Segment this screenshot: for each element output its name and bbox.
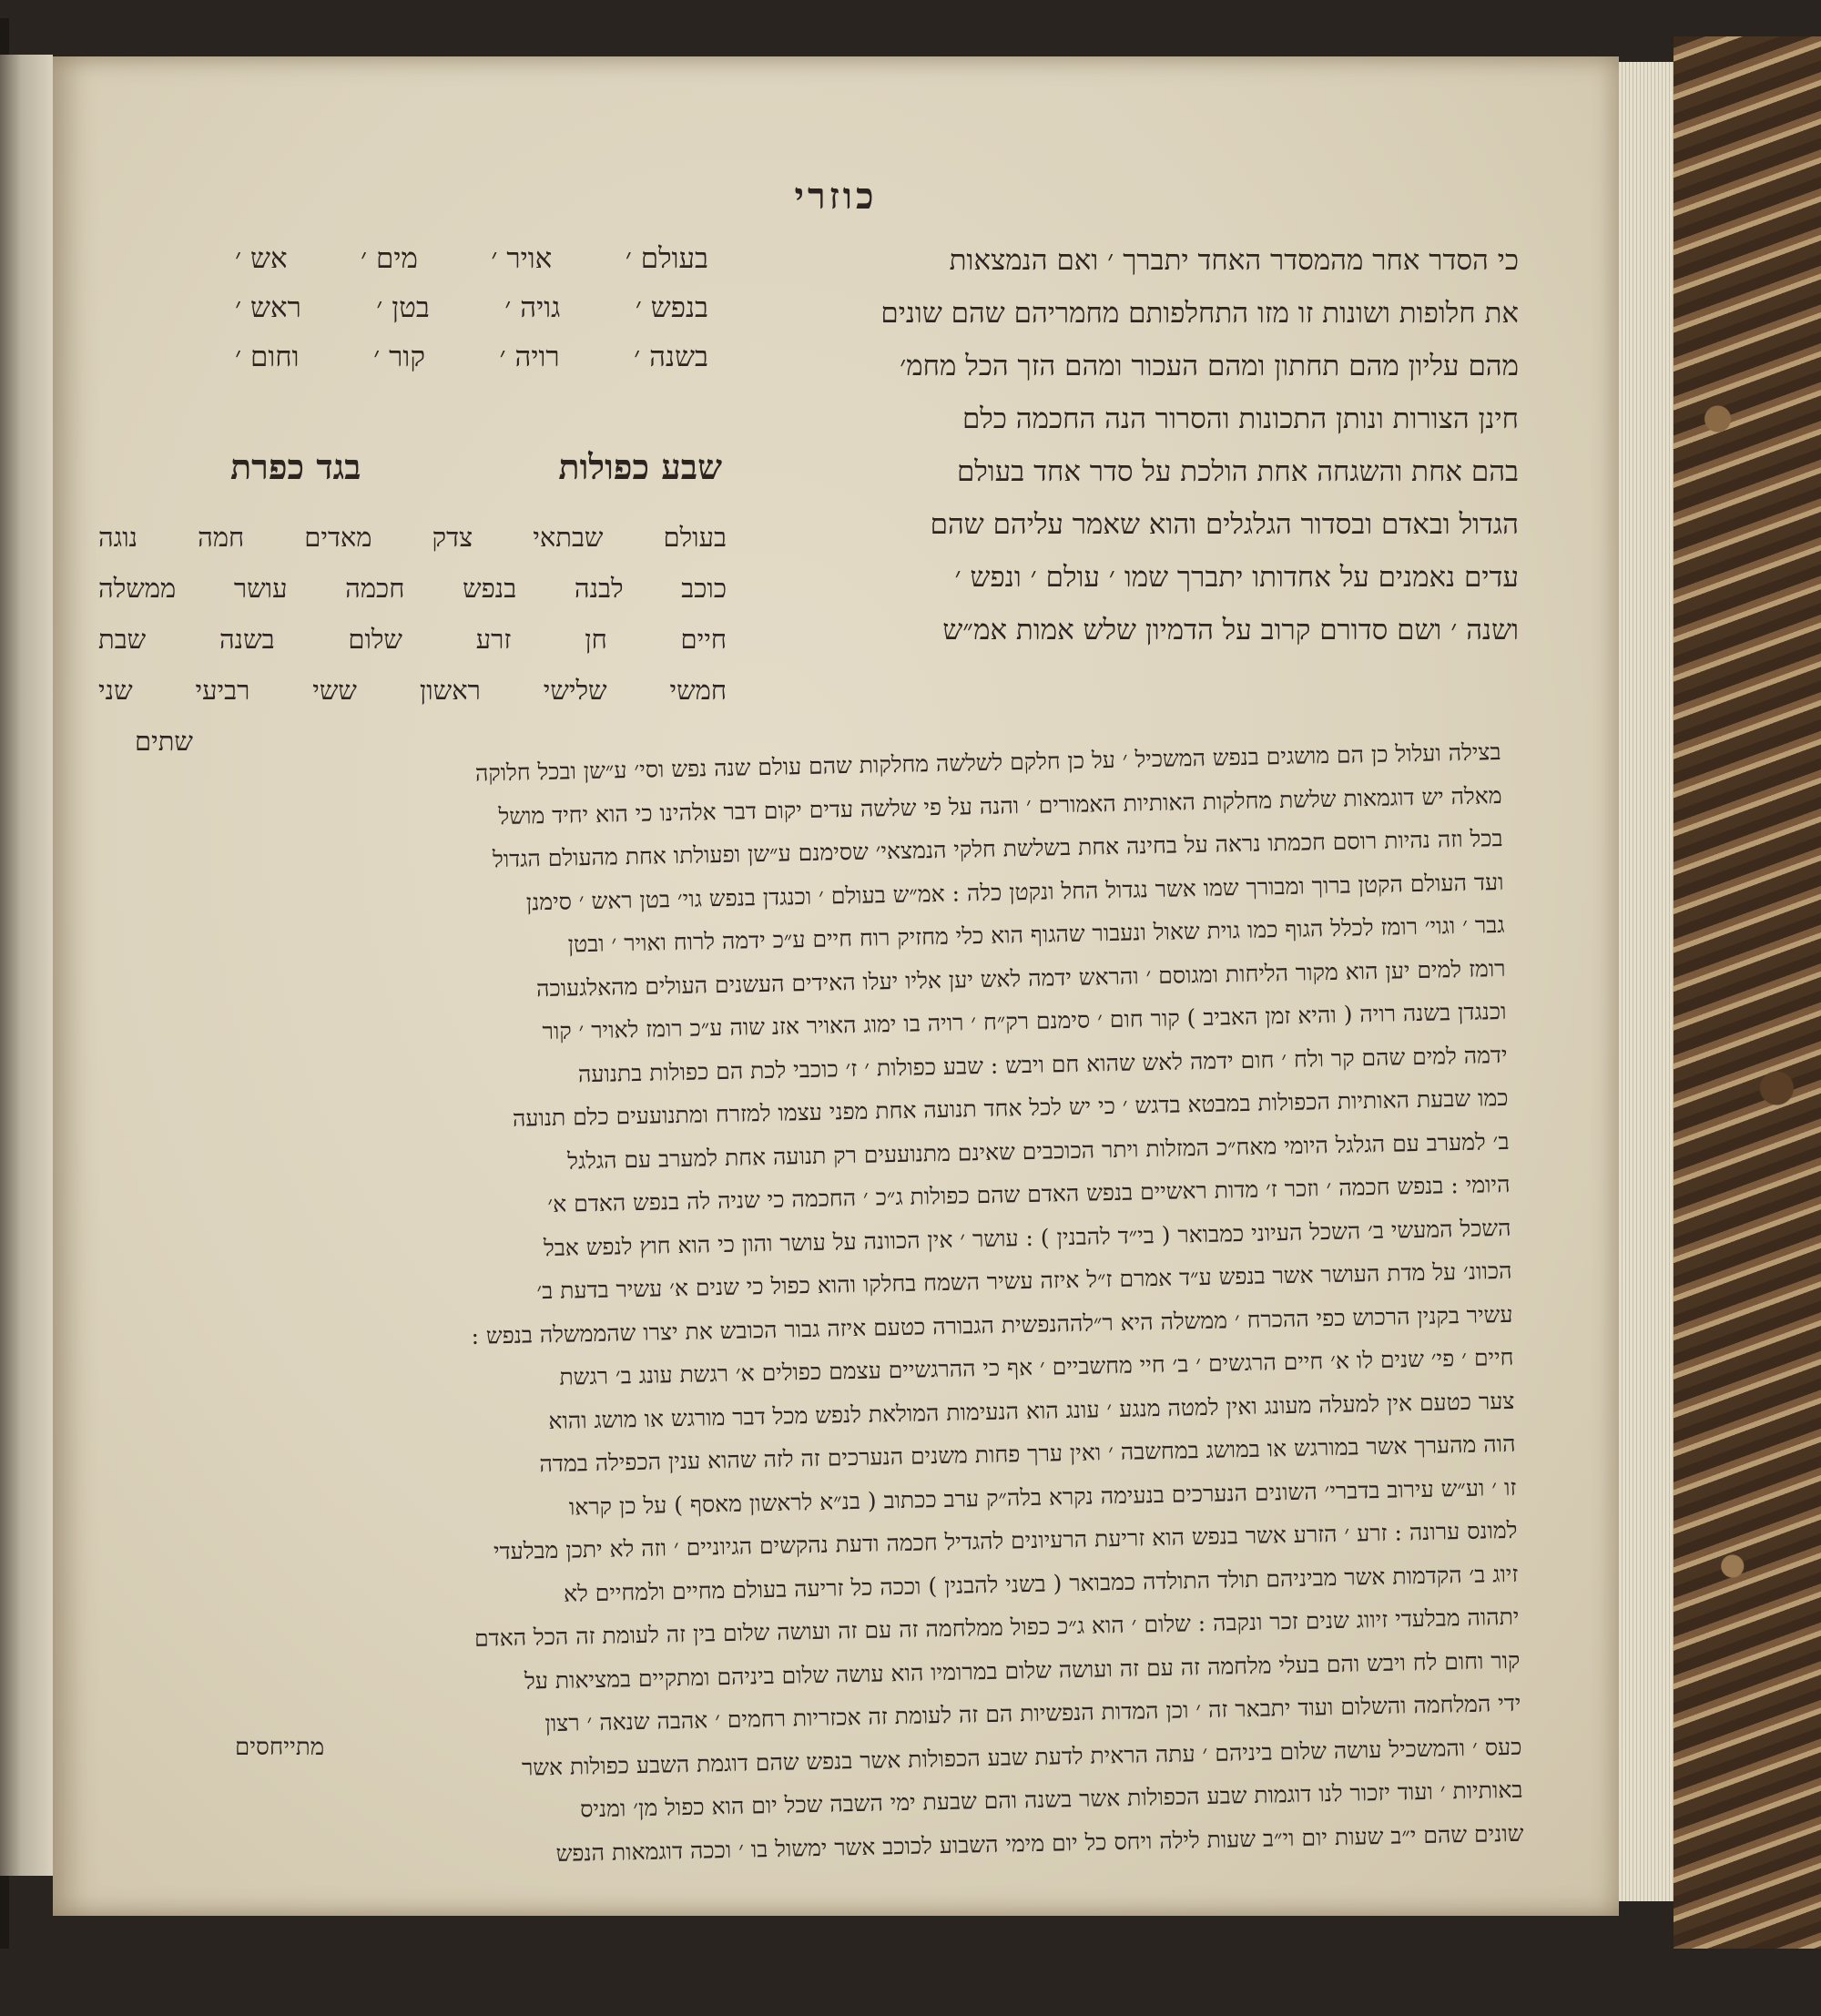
commentary-line: בכל וזה נהיות רוסם חכמתו נראה על בחינה אחת בשלשת חלקי הנמצאי׳ שסימנם ע״שן ופעולתו אחת מהעולם הגדול bbox=[492, 824, 1503, 873]
commentary-line: זו ׳ וע״ש עירוב בדברי׳ השונים הנערכים בנעימה נקרא בלה״ק ערב ככתוב ( בנ״א לראשון מאסף ) על כן קראו bbox=[568, 1473, 1517, 1521]
running-head: כוזרי bbox=[794, 175, 878, 218]
planets-cell: עושר bbox=[233, 573, 288, 604]
commentary-line: ידמה למים שהם קר ולח ׳ חום ידמה לאש שהוא חם ויבש : שבע כפולות ׳ ז׳ כוכבי לכת הם כפולות בתנועה bbox=[577, 1041, 1508, 1087]
commentary-block bbox=[198, 730, 1524, 1882]
planets-cell: רביעי bbox=[195, 675, 250, 706]
planets-cell: שבת bbox=[98, 624, 147, 655]
commentary-line: וכנגדן בשנה רויה ( והיא זמן האביב ) קור חום ׳ סימנם רק״ח ׳ רויה בו ימוג האויר אזנ שוה ע״כ רומז לאויר ׳ קור bbox=[542, 997, 1507, 1045]
elements-row bbox=[235, 234, 708, 283]
main-text-line: מהם עליון מהם תחתון ומהם העכור ומהם הזך הכל מחמ׳ bbox=[900, 350, 1519, 382]
commentary-line: השכל המעשי ב׳ השכל העיוני כמבואר ( בי״ד להבנין ) : עושר ׳ אין הכוונה על עושר והון כי הוא חוץ לנפש אבל bbox=[543, 1214, 1511, 1261]
commentary-line: חיים ׳ פי׳ שנים לו א׳ חיים הרגשים ׳ ב׳ חיי מחשביים ׳ אף כי ההרגשיים עצמם כפולים א׳ רגשת עונג ב׳ רגשת bbox=[559, 1343, 1514, 1390]
planets-cell: ששי bbox=[312, 675, 357, 706]
planets-cell: שלום bbox=[348, 624, 402, 655]
planets-cell: בעולם bbox=[663, 522, 727, 553]
main-text-line: כי הסדר אחר מהמסדר האחד יתברך ׳ ואם הנמצאות bbox=[949, 244, 1519, 277]
commentary-line: הכוונ׳ על מדת העושר אשר בנפש ע״ד אמרם ז״ל איזה עשיר השמח בחלקו והוא כפול כי שנים א׳ עשיר בדעת ב׳ bbox=[536, 1257, 1512, 1305]
commentary-line: צער כטעם אין למעלה מעונג ואין למטה מנגע ׳ עונג הוא הנעימות המולאת לנפש מכל דבר מורגש או מושג והוא bbox=[548, 1387, 1515, 1434]
elements-cell: בנפש ׳ bbox=[635, 291, 708, 324]
commentary-line: עשיר בקנין הרכוש כפי ההכרח ׳ ממשלה היא ר״לההנפשית הגבורה כטעם איזה גבור הכובש את יצרו שהממשלה בנפש : bbox=[471, 1300, 1513, 1349]
elements-cell: מים ׳ bbox=[361, 242, 418, 275]
elements-cell: אש ׳ bbox=[235, 242, 288, 275]
commentary-line: ידי המלחמה והשלום ועוד יתבאר זה ׳ וכן המדות הנפשיות הם זה לעומת זה אכזריות רחמים ׳ אהבה שנאה ׳ רצון bbox=[544, 1689, 1521, 1737]
book-page bbox=[53, 56, 1619, 1916]
elements-table bbox=[235, 234, 708, 382]
planets-cell: צדק bbox=[432, 522, 473, 553]
elements-cell: אויר ׳ bbox=[491, 242, 553, 275]
planets-cell: בנפש bbox=[463, 573, 517, 604]
commentary-line: רומז למים יען הוא מקור הליחות ומגוסם ׳ והראש ידמה לאש יען אליו יעלו האידים העשנים העולים מהאלגעוכה bbox=[535, 954, 1506, 1002]
planets-row bbox=[98, 512, 727, 563]
planets-cell: כוכב bbox=[681, 573, 727, 604]
commentary-line: שונים שהם י״ב שעות יום וי״ב שעות לילה ויחס כל יום מימי השבוע לכוכב אשר ימשול בו ׳ וככה דוגמאות הנפש bbox=[555, 1819, 1524, 1867]
planets-row bbox=[98, 665, 727, 716]
elements-row bbox=[235, 283, 708, 332]
commentary-line: היומי : בנפש חכמה ׳ וזכר ז׳ מדות ראשיים בנפש האדם שהם כפולות ג״כ ׳ החכמה כי שניה לה בנפש האדם א׳ bbox=[547, 1170, 1511, 1218]
elements-cell: קור ׳ bbox=[373, 341, 425, 373]
planets-row bbox=[98, 563, 727, 614]
planets-cell: חכמה bbox=[345, 573, 405, 604]
elements-cell: גויה ׳ bbox=[504, 291, 561, 324]
marbled-cover-board bbox=[1673, 36, 1821, 1949]
planets-cell: שני bbox=[98, 675, 133, 706]
elements-cell: בשנה ׳ bbox=[634, 341, 708, 373]
elements-cell: רויה ׳ bbox=[499, 341, 560, 373]
elements-cell: בטן ׳ bbox=[376, 291, 430, 324]
elements-cell: וחום ׳ bbox=[235, 341, 300, 373]
commentary-line: ב׳ למערב עם הגלגל היומי מאח״כ המזלות ויתר הכוכבים שאינם מתנועעים רק תנועה אחת למערב עם הגלגל bbox=[566, 1127, 1510, 1175]
main-text-line: חינן הצורות ונותן התכונות והסרור הנה החכמה כלם bbox=[961, 402, 1519, 435]
commentary-line: כעס ׳ והמשכיל עושה שלום ביניהם ׳ עתה הראית לדעת שבע הכפולות אשר בנפש שהם דוגמת השבע כפולות אשר bbox=[521, 1733, 1522, 1781]
main-text-line: ושנה ׳ ושם סדורם קרוב על הדמיון שלש אמות אמ״ש bbox=[942, 614, 1519, 647]
seven-doubles-heading bbox=[230, 446, 722, 488]
main-text-line: את חלופות ושונות זו מזו התחלפותם מחמריהם שהם שונים bbox=[880, 297, 1519, 330]
planets-cell: חמה bbox=[198, 522, 245, 553]
planets-table bbox=[98, 512, 727, 767]
planets-cell: חמשי bbox=[669, 675, 727, 706]
catchword: מתייחסים bbox=[235, 1734, 325, 1761]
planets-cell: חיים bbox=[680, 624, 727, 655]
elements-cell: ראש ׳ bbox=[235, 291, 301, 324]
heading-part: שבע כפולות bbox=[558, 446, 722, 487]
commentary-line: יתהוה מבלעדי זיווג שנים זכר ונקבה : שלום ׳ הוא ג״כ כפול ממלחמה זה עם זה ועושה שלום בין זה לעומת זה הכל האדם bbox=[473, 1603, 1520, 1652]
main-text-column bbox=[799, 234, 1519, 657]
planets-cell: נוגה bbox=[98, 522, 138, 553]
commentary-line: זיוג ב׳ הקדמות אשר מביניהם תולד התולדה כמבואר ( בשני להבנין ) וככה כל זריעה בעולם מחיים ולמחיים לא bbox=[563, 1560, 1519, 1607]
planets-cell: חן bbox=[585, 624, 607, 655]
planets-row bbox=[98, 614, 727, 665]
commentary-line: גבר ׳ וגוי׳ רומז לכלל הגוף כמו גוית שאול ונעבור שהגוף הוא כלי מחזיק רוח חיים ע״כ ידמה לרוח ואויר ׳ ובטן bbox=[567, 911, 1505, 958]
planets-cell: שלישי bbox=[543, 675, 607, 706]
heading-part: בגד כפרת bbox=[230, 446, 361, 487]
planets-cell: ממשלה bbox=[98, 573, 177, 604]
elements-row bbox=[235, 332, 708, 382]
commentary-line: קור וחום לח ויבש והם בעלי מלחמה זה עם זה ועושה שלום במרומיו הוא עושה שלום ביניהם ומתקיים במציאות על bbox=[524, 1646, 1521, 1695]
page-block-edges bbox=[1619, 62, 1673, 1901]
main-text-line: הגדול ובאדם ובסדור הגלגלים והוא שאמר עליהם שהם bbox=[930, 508, 1519, 541]
left-page-edge bbox=[0, 55, 53, 1876]
commentary-line: הוה מהערך אשר במורגש או במושג במחשבה ׳ ואין ערך פחות משנים הנערכים זה לזה שהוא ענין הכפילה במדה bbox=[539, 1430, 1516, 1478]
commentary-line: מאלה יש דוגמאות שלשת מחלקות האותיות האמורים ׳ והנה על פי שלשה עדים יקום דבר אלהינו כי הוא יחיד מושל bbox=[498, 781, 1502, 830]
commentary-line: למונס ערונה : זרע ׳ הזרע אשר בנפש הוא זריעת הרעיונים להגדיל חכמה ודעת נהקשים הגיוניים ׳ וזה לא יתכן מבלעדי bbox=[493, 1516, 1518, 1565]
main-text-line: בהם אחת והשגחה אחת הולכת על סדר אחד בעולם bbox=[956, 455, 1519, 488]
planets-cell: שבתאי bbox=[533, 522, 604, 553]
planets-cell: לבנה bbox=[574, 573, 624, 604]
elements-cell: בעולם ׳ bbox=[625, 242, 708, 275]
planets-cell: זרע bbox=[475, 624, 512, 655]
commentary-line: באותיות ׳ ועוד יזכור לנו דוגמות שבע הכפולות אשר בשנה והם שבעת ימי השבה שכל יום הוא כפול מן׳ ומניס bbox=[579, 1776, 1523, 1823]
planets-cell: מאדים bbox=[304, 522, 372, 553]
commentary-line: ועד העולם הקטן ברוך ומבורך שמו אשר נגדול החל ונקטן כלה : אמ״ש בעולם ׳ וכנגדן בנפש גוי׳ בטן ראש ׳ סימנן bbox=[525, 868, 1504, 915]
planets-extra: שתים bbox=[135, 726, 193, 757]
planets-cell: בשנה bbox=[219, 624, 275, 655]
main-text-line: עדים נאמנים על אחדותו יתברך שמו ׳ עולם ׳ ונפש ׳ bbox=[954, 561, 1519, 594]
planets-cell: ראשון bbox=[419, 675, 481, 706]
commentary-line: כמו שבעת האותיות הכפולות במבטא בדגש ׳ כי יש לכל אחד תנועה אחת מפני עצמו למזרח ומתנועעים כלם תנועה bbox=[512, 1084, 1509, 1132]
commentary-line: בצילה ועלול כן הם מושגים בנפש המשכיל ׳ על כן חלקם לשלשה מחלקות שהם עולם שנה נפש וסי׳ ע״שן ובכל חלוקה bbox=[474, 738, 1501, 787]
